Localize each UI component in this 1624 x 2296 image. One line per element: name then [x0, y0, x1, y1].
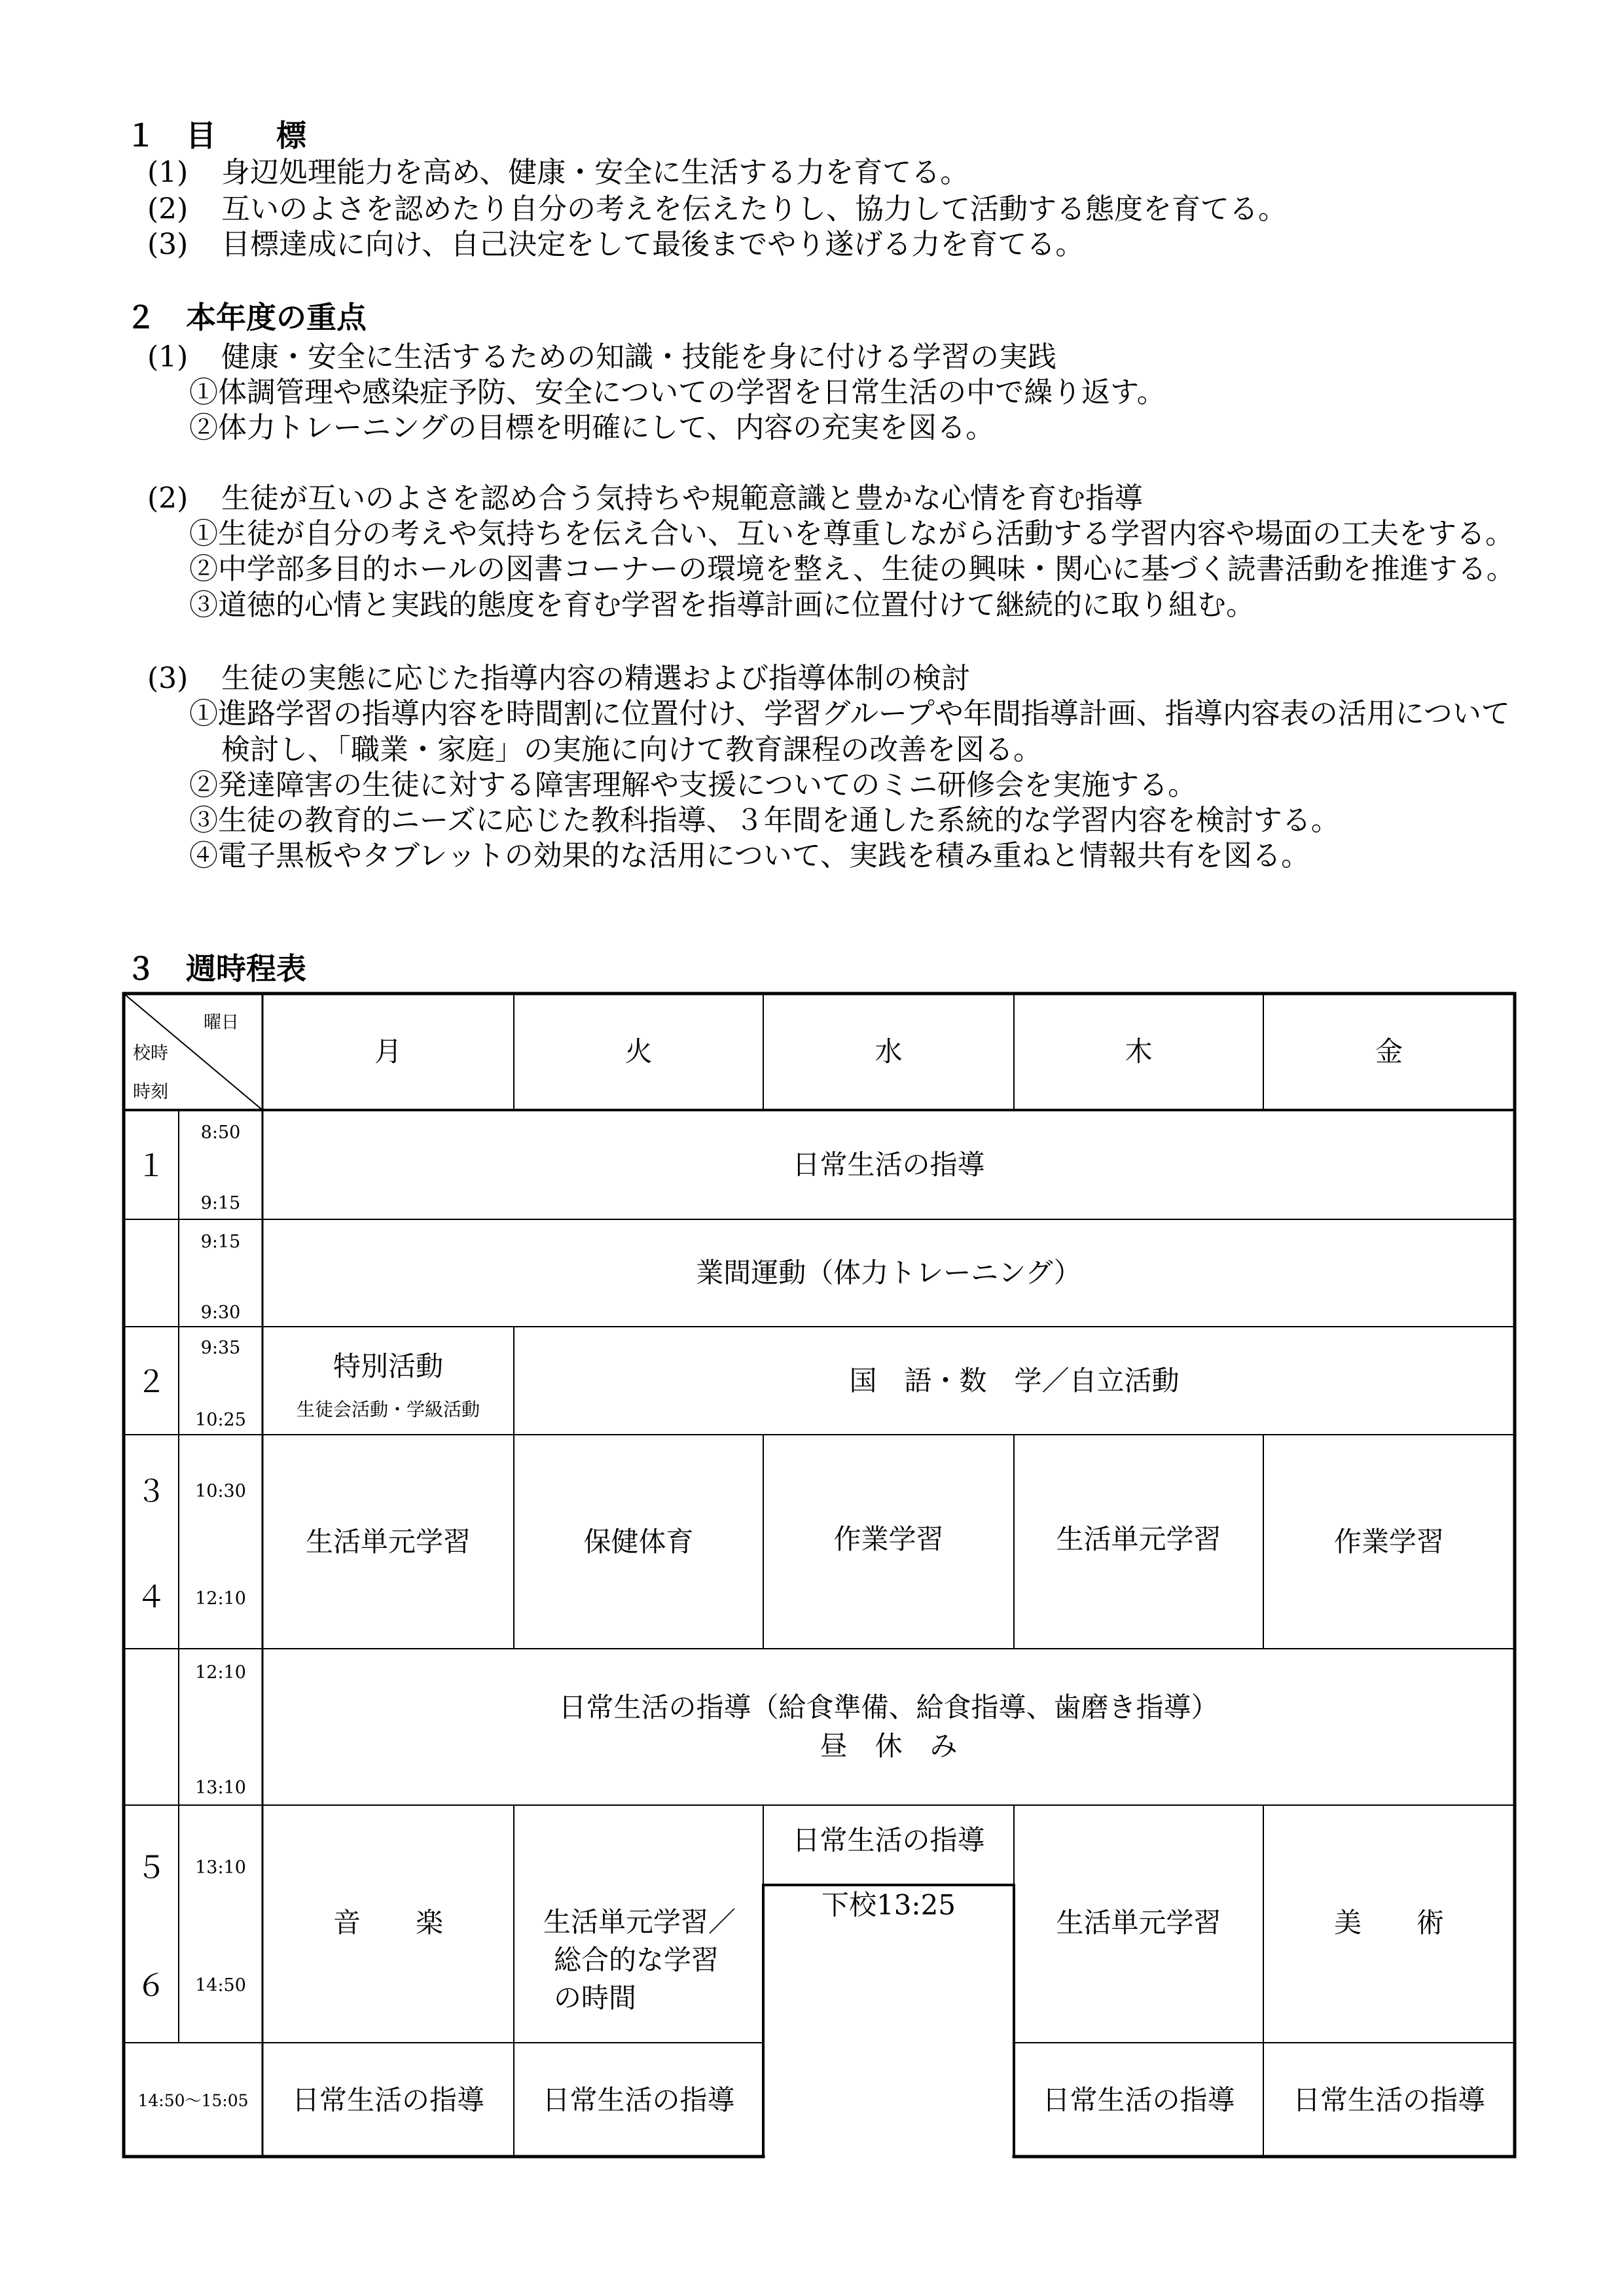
corner-time-label: 時刻: [133, 1082, 168, 1102]
focus-item: ③生徒の教育的ニーズに応じた教科指導、３年間を通した系統的な学習内容を検討する。: [189, 804, 1340, 837]
objective-text: 目標達成に向け、自己決定をして最後までやり遂げる力を育てる。: [221, 228, 1085, 261]
focus-item: ②発達障害の生徒に対する障害理解や支援についてのミニ研修会を実施する。: [189, 768, 1197, 802]
day-header-wed: 水: [875, 1035, 903, 1067]
activity-cell: 日常生活の指導: [792, 1148, 985, 1181]
activity-cell-wed: 日常生活の指導: [792, 1824, 985, 1856]
corner-day-label: 曜日: [204, 1013, 239, 1033]
activity-cell-fri: 日常生活の指導: [1292, 2084, 1485, 2116]
start-time: 12:10: [195, 1662, 246, 1683]
activity-cell-mon: 日常生活の指導: [291, 2084, 484, 2116]
activity-cell-tue: 保健体育: [583, 1525, 694, 1558]
activity-cell-tue: 日常生活の指導: [542, 2084, 735, 2116]
time-range: 14:50～15:05: [137, 2090, 249, 2110]
start-time: 9:15: [200, 1231, 241, 1252]
section1-heading: １ 目 標: [126, 118, 306, 153]
focus-item: ①生徒が自分の考えや気持ちを伝え合い、互いを尊重しながら活動する学習内容や場面の工夫をする。: [189, 517, 1514, 550]
activity-cell-thu: 生活単元学習: [1056, 1907, 1221, 1939]
period-number: ３: [136, 1473, 166, 1509]
activity-line: 生活単元学習／: [543, 1906, 736, 1938]
focus-group-num: (1): [147, 340, 189, 374]
end-time: 14:50: [195, 1975, 246, 1996]
activity-cell-fri: 美 術: [1333, 1907, 1444, 1939]
focus-group-num: (3): [147, 662, 189, 695]
section3-heading: ３ 週時程表: [126, 951, 306, 986]
objective-text: 互いのよさを認めたり自分の考えを伝えたりし、協力して活動する態度を育てる。: [221, 192, 1287, 226]
corner-period-label: 校時: [133, 1043, 168, 1064]
activity-cell-tue-to-fri: 国 語・数 学／自立活動: [849, 1364, 1180, 1397]
dismissal-time: 下校13:25: [821, 1889, 956, 1921]
focus-item: ②中学部多目的ホールの図書コーナーの環境を整え、生徒の興味・関心に基づく読書活動を推進する。: [189, 552, 1515, 586]
activity-note-mon: 生徒会活動・学級活動: [296, 1399, 480, 1420]
start-time: 9:35: [200, 1337, 241, 1358]
period-number: ６: [136, 1967, 166, 2003]
focus-item: ①体調管理や感染症予防、安全についての学習を日常生活の中で繰り返す。: [189, 376, 1166, 409]
activity-cell-mon: 特別活動: [333, 1350, 443, 1382]
start-time: 8:50: [200, 1122, 241, 1143]
focus-item: ③道徳的心情と実践的態度を育む学習を指導計画に位置付けて継続的に取り組む。: [189, 588, 1255, 622]
section2-heading: ２ 本年度の重点: [126, 300, 367, 335]
activity-cell-tue: [543, 1903, 736, 2017]
activity-cell-mon: 生活単元学習: [305, 1525, 471, 1558]
focus-item: ④電子黒板やタブレットの効果的な活用について、実践を積み重ねと情報共有を図る。: [189, 839, 1310, 872]
focus-item: ②体力トレーニングの目標を明確にして、内容の充実を図る。: [189, 411, 995, 444]
focus-item-continuation: 検討し、「職業・家庭」の実施に向けて教育課程の改善を図る。: [221, 733, 1042, 766]
focus-group-num: (2): [147, 482, 189, 515]
period-number: ５: [136, 1850, 166, 1885]
end-time: 13:10: [195, 1777, 246, 1798]
activity-cell-fri: 作業学習: [1333, 1525, 1444, 1558]
activity-cell-thu: 生活単元学習: [1056, 1523, 1221, 1555]
start-time: 10:30: [195, 1480, 246, 1501]
activity-line: の時間: [554, 1982, 637, 2014]
activity-cell: 業間運動（体力トレーニング）: [696, 1257, 1081, 1289]
day-header-tue: 火: [624, 1035, 653, 1067]
period-number: ２: [136, 1364, 166, 1399]
start-time: 13:10: [195, 1857, 246, 1878]
focus-group-title: 健康・安全に生活するための知識・技能を身に付ける学習の実践: [221, 340, 1056, 374]
activity-line: 総合的な学習: [554, 1944, 719, 1976]
day-header-mon: 月: [374, 1035, 402, 1067]
end-time: 10:25: [195, 1409, 246, 1430]
focus-item: ①進路学習の指導内容を時間割に位置付け、学習グループや年間指導計画、指導内容表の活用について: [189, 697, 1510, 730]
day-header-fri: 金: [1375, 1035, 1403, 1067]
objective-text: 身辺処理能力を高め、健康・安全に生活する力を育てる。: [221, 156, 969, 189]
objective-num: (3): [147, 228, 189, 261]
objective-num: (2): [147, 192, 189, 226]
end-time: 12:10: [195, 1588, 246, 1609]
period-number: ４: [136, 1579, 166, 1615]
period-number: １: [136, 1148, 166, 1183]
activity-cell-wed: 作業学習: [833, 1523, 944, 1555]
day-header-thu: 木: [1125, 1035, 1153, 1067]
activity-cell: 日常生活の指導（給食準備、給食指導、歯磨き指導）: [558, 1691, 1219, 1723]
activity-cell-mon: 音 楽: [333, 1907, 443, 1939]
focus-group-title: 生徒の実態に応じた指導内容の精選および指導体制の検討: [221, 662, 970, 695]
activity-cell-thu: 日常生活の指導: [1042, 2084, 1235, 2116]
objective-num: (1): [147, 156, 189, 189]
focus-group-title: 生徒が互いのよさを認め合う気持ちや規範意識と豊かな心情を育む指導: [221, 482, 1143, 515]
end-time: 9:15: [200, 1193, 241, 1213]
lunch-break-label: 昼 休 み: [820, 1730, 958, 1762]
end-time: 9:30: [200, 1302, 241, 1323]
